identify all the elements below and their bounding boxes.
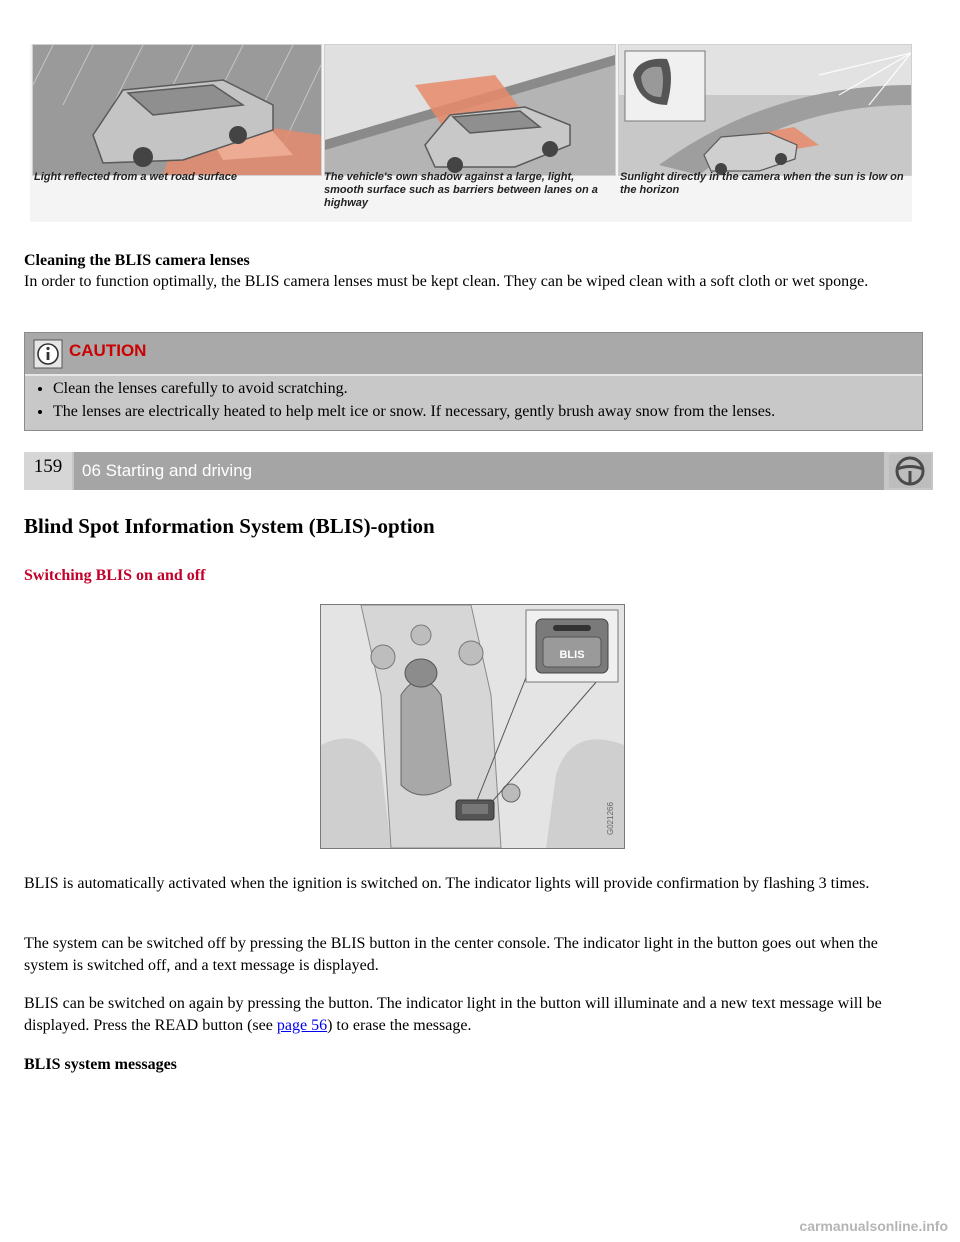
caution-item: • Clean the lenses carefully to avoid scratching. <box>53 377 775 400</box>
info-icon <box>33 339 63 369</box>
caution-item: • The lenses are electrically heated to help melt ice or snow. If necessary, gently brush away snow from the lenses. <box>53 400 775 423</box>
paragraph-activation: BLIS is automatically activated when the ignition is switched on. The indicator lights will provide confirmation by flashing 3 times. <box>24 875 870 892</box>
paragraph-switch-on-text: BLIS can be switched on again by pressing the button. The indicator light in the button will illuminate and a new text message will be displayed. Press the READ button (see <box>24 995 882 1034</box>
page-number: 159 <box>24 452 72 490</box>
cleaning-text: In order to function optimally, the BLIS camera lenses must be kept clean. They can be wiped clean with a soft cloth or wet sponge. <box>24 273 869 290</box>
caution-list <box>25 377 775 423</box>
section-subtitle: Switching BLIS on and off <box>24 567 206 584</box>
console-illustration <box>320 604 625 849</box>
page-56-link[interactable]: page 56 <box>276 1017 328 1034</box>
caution-title: CAUTION <box>69 341 147 360</box>
chapter-bar <box>24 452 933 490</box>
page-title: Blind Spot Information System (BLIS)-option <box>24 514 435 538</box>
paragraph-switch-on <box>24 993 924 1037</box>
caption-wet-road: Light reflected from a wet road surface <box>34 171 237 183</box>
caption-sunlight: Sunlight directly in the camera when the sun is low on the horizon <box>620 171 904 196</box>
caution-header <box>25 333 922 376</box>
chapter-title: 06 Starting and driving <box>74 452 884 490</box>
paragraph-switch-on-end: ) to erase the message. <box>327 1017 472 1034</box>
blis-button-label: BLIS <box>559 649 585 661</box>
illustration-strip <box>30 44 912 222</box>
caution-box <box>24 332 923 431</box>
figure-code: G021266 <box>606 802 615 835</box>
wet-road-illustration <box>32 44 322 176</box>
shadow-illustration <box>324 44 616 176</box>
caption-shadow: The vehicle's own shadow against a large, light, smooth surface such as barriers between lanes on a highway <box>324 171 598 209</box>
sunlight-illustration <box>618 44 912 176</box>
paragraph-switch-off: The system can be switched off by pressing the BLIS button in the center console. The indicator light in the button goes out when the system is switched off, and a text message is displayed. <box>24 935 878 974</box>
messages-heading: BLIS system messages <box>24 1056 177 1073</box>
steering-wheel-icon <box>889 454 931 488</box>
cleaning-heading: Cleaning the BLIS camera lenses <box>24 252 250 269</box>
watermark: carmanualsonline.info <box>799 1218 948 1234</box>
